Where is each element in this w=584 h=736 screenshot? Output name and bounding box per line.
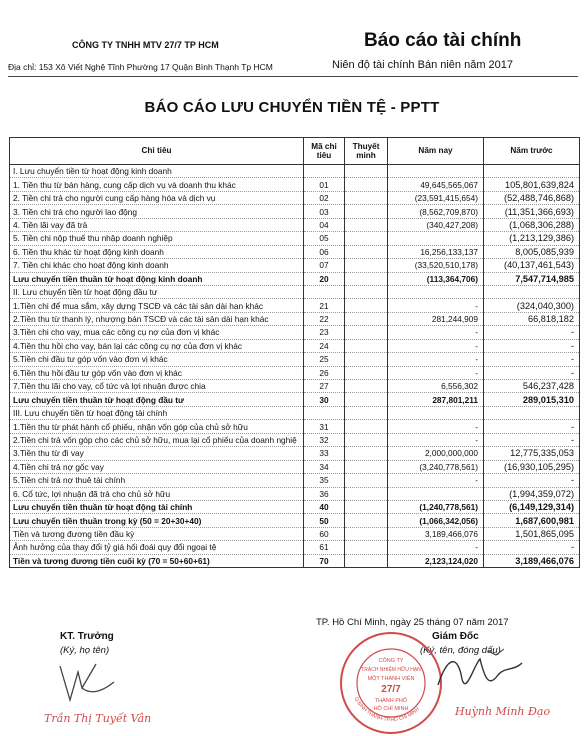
col-header-current-year: Năm nay (388, 138, 484, 165)
row-code: 27 (304, 380, 345, 393)
row-note (345, 191, 388, 204)
row-code: 50 (304, 514, 345, 527)
row-code: 02 (304, 191, 345, 204)
row-note (345, 165, 388, 178)
row-current-year: - (388, 366, 484, 379)
row-current-year: - (388, 299, 484, 312)
row-previous-year: 7,547,714,985 (484, 272, 580, 285)
row-previous-year: 3,189,466,076 (484, 554, 580, 567)
table-row (10, 514, 580, 527)
row-previous-year: - (484, 474, 580, 487)
table-row (10, 218, 580, 231)
fiscal-period: Niên độ tài chính Bán niên năm 2017 (332, 59, 514, 71)
row-label: 5. Tiền chi nộp thuế thu nhập doanh nghiệp (10, 232, 304, 245)
chief-accountant-signature (52, 660, 122, 704)
row-code: 33 (304, 447, 345, 460)
row-label: 1. Tiền thu từ bán hàng, cung cấp dịch vụ và doanh thu khác (10, 178, 304, 191)
row-previous-year: 8,005,085,939 (484, 245, 580, 258)
row-code: 01 (304, 178, 345, 191)
row-current-year (388, 232, 484, 245)
company-address: Địa chỉ: 153 Xô Viết Nghệ Tĩnh Phường 17 Quận Bình Thạnh Tp HCM (8, 62, 273, 72)
row-code: 06 (304, 245, 345, 258)
col-header-item: Chỉ tiêu (10, 138, 304, 165)
row-note (345, 527, 388, 540)
row-current-year: - (388, 541, 484, 554)
row-note (345, 272, 388, 285)
row-note (345, 326, 388, 339)
row-code (304, 406, 345, 419)
row-label: 2. Tiền chi trả cho người cung cấp hàng hóa và dịch vụ (10, 191, 304, 204)
row-code: 61 (304, 541, 345, 554)
row-label: Tiền và tương đương tiền cuối kỳ (70 = 50+60+61) (10, 554, 304, 567)
row-note (345, 514, 388, 527)
row-current-year: - (388, 420, 484, 433)
row-previous-year: (40,137,461,543) (484, 259, 580, 272)
row-previous-year: (1,213,129,386) (484, 232, 580, 245)
row-note (345, 420, 388, 433)
table-row (10, 487, 580, 500)
row-previous-year: (1,994,359,072) (484, 487, 580, 500)
page-title: BÁO CÁO LƯU CHUYỂN TIỀN TỆ - PPTT (144, 99, 440, 116)
row-code: 35 (304, 474, 345, 487)
row-label: 2.Tiền chi trả vốn góp cho các chủ sở hữu, mua lại cổ phiếu của doanh nghiệ (10, 433, 304, 446)
table-row (10, 272, 580, 285)
row-note (345, 393, 388, 406)
row-current-year: 49,645,565,067 (388, 178, 484, 191)
chief-accountant-title: KT. Trưởng (60, 631, 114, 642)
table-row (10, 433, 580, 446)
table-row (10, 366, 580, 379)
table-row (10, 541, 580, 554)
director-signature (418, 645, 528, 705)
row-label: 5.Tiền chi trả nợ thuê tài chính (10, 474, 304, 487)
table-body (10, 165, 580, 568)
row-previous-year: 1,687,600,981 (484, 514, 580, 527)
header-divider (8, 76, 578, 77)
row-label: Lưu chuyển tiền thuần trong kỳ (50 = 20+30+40) (10, 514, 304, 527)
row-note (345, 218, 388, 231)
row-note (345, 245, 388, 258)
row-current-year: (8,562,709,870) (388, 205, 484, 218)
row-previous-year: - (484, 541, 580, 554)
row-label: 4.Tiền thu hồi cho vay, bán lại các công cụ nợ của đơn vị khác (10, 339, 304, 352)
row-previous-year: (11,351,366,693) (484, 205, 580, 218)
row-code: 07 (304, 259, 345, 272)
svg-text:Q.BÌNH THẠNH-TP.HỒ CHÍ MINH: Q.BÌNH THẠNH-TP.HỒ CHÍ MINH (352, 696, 421, 724)
row-label: 6. Cổ tức, lợi nhuận đã trả cho chủ sở hữu (10, 487, 304, 500)
director-name: Huỳnh Minh Đạo (455, 705, 551, 718)
row-previous-year (484, 285, 580, 298)
row-current-year: - (388, 353, 484, 366)
col-header-previous-year: Năm trước (484, 138, 580, 165)
table-row (10, 232, 580, 245)
row-previous-year: 105,801,639,824 (484, 178, 580, 191)
row-code: 60 (304, 527, 345, 540)
row-previous-year: 12,775,335,053 (484, 447, 580, 460)
row-current-year: (340,427,208) (388, 218, 484, 231)
row-current-year: (1,240,778,561) (388, 500, 484, 513)
row-code: 03 (304, 205, 345, 218)
row-current-year: - (388, 433, 484, 446)
cash-flow-table (9, 137, 580, 568)
table-row (10, 500, 580, 513)
row-code: 05 (304, 232, 345, 245)
row-current-year: (33,520,510,178) (388, 259, 484, 272)
table-header-row (10, 138, 580, 165)
svg-text:MỘT THÀNH VIÊN: MỘT THÀNH VIÊN (367, 676, 415, 682)
row-code: 24 (304, 339, 345, 352)
row-previous-year (484, 406, 580, 419)
row-code: 36 (304, 487, 345, 500)
company-name: CÔNG TY TNHH MTV 27/7 TP HCM (72, 40, 219, 50)
row-note (345, 312, 388, 325)
table-row (10, 460, 580, 473)
row-current-year: 2,000,000,000 (388, 447, 484, 460)
row-note (345, 406, 388, 419)
row-label: 5.Tiền chi đầu tư góp vốn vào đơn vị khác (10, 353, 304, 366)
table-row (10, 527, 580, 540)
row-label: 4.Tiền chi trả nợ gốc vay (10, 460, 304, 473)
row-current-year (388, 487, 484, 500)
row-previous-year: 546,237,428 (484, 380, 580, 393)
row-current-year: - (388, 339, 484, 352)
row-note (345, 500, 388, 513)
col-header-code: Mã chỉ tiêu (304, 138, 345, 165)
signature-date: TP. Hồ Chí Minh, ngày 25 tháng 07 năm 2017 (316, 617, 509, 628)
row-label: Tiền và tương đương tiền đầu kỳ (10, 527, 304, 540)
svg-text:THÀNH PHỐ: THÀNH PHỐ (374, 698, 408, 704)
row-previous-year: 66,818,182 (484, 312, 580, 325)
row-code (304, 165, 345, 178)
row-label: Lưu chuyển tiền thuần từ hoạt động kinh doanh (10, 272, 304, 285)
row-note (345, 487, 388, 500)
row-note (345, 259, 388, 272)
svg-text:HỒ CHÍ MINH: HỒ CHÍ MINH (373, 706, 409, 712)
row-current-year: - (388, 474, 484, 487)
row-label: 3. Tiền chi trả cho người lao động (10, 205, 304, 218)
row-note (345, 299, 388, 312)
row-note (345, 353, 388, 366)
table-row (10, 554, 580, 567)
row-code: 25 (304, 353, 345, 366)
table-row (10, 339, 580, 352)
row-current-year: (113,364,706) (388, 272, 484, 285)
row-label: 7. Tiền chi khác cho hoạt động kinh doanh (10, 259, 304, 272)
table-row (10, 474, 580, 487)
row-label: 3.Tiền chi cho vay, mua các công cụ nợ của đơn vị khác (10, 326, 304, 339)
row-note (345, 447, 388, 460)
row-label: 6. Tiền thu khác từ hoạt động kinh doanh (10, 245, 304, 258)
row-previous-year: (324,040,300) (484, 299, 580, 312)
row-label: I. Lưu chuyển tiền từ hoạt động kinh doanh (10, 165, 304, 178)
table-row (10, 393, 580, 406)
row-current-year: 281,244,909 (388, 312, 484, 325)
row-code: 21 (304, 299, 345, 312)
table-row (10, 165, 580, 178)
row-label: II. Lưu chuyển tiền từ hoạt động đầu tư (10, 285, 304, 298)
row-note (345, 366, 388, 379)
table-row (10, 406, 580, 419)
row-previous-year: (1,068,306,288) (484, 218, 580, 231)
row-current-year: 16,256,133,137 (388, 245, 484, 258)
row-current-year: (1,066,342,056) (388, 514, 484, 527)
table-row (10, 285, 580, 298)
row-current-year: 287,801,211 (388, 393, 484, 406)
table-row (10, 205, 580, 218)
row-note (345, 205, 388, 218)
table-row (10, 312, 580, 325)
table-row (10, 299, 580, 312)
table-row (10, 259, 580, 272)
row-current-year (388, 406, 484, 419)
row-previous-year (484, 165, 580, 178)
row-label: 6.Tiền thu hồi đầu tư góp vốn vào đơn vị khác (10, 366, 304, 379)
row-note (345, 178, 388, 191)
row-label: III. Lưu chuyển tiền từ hoạt động tài chính (10, 406, 304, 419)
row-code: 04 (304, 218, 345, 231)
row-current-year: 2,123,124,020 (388, 554, 484, 567)
report-name: Báo cáo tài chính (364, 30, 522, 51)
row-label: Lưu chuyển tiền thuần từ hoạt động tài chính (10, 500, 304, 513)
row-label: 4. Tiền lãi vay đã trả (10, 218, 304, 231)
row-label: Lưu chuyển tiền thuần từ hoạt động đầu tư (10, 393, 304, 406)
row-code: 26 (304, 366, 345, 379)
table-row (10, 191, 580, 204)
row-note (345, 232, 388, 245)
row-code: 23 (304, 326, 345, 339)
table-row (10, 326, 580, 339)
row-current-year: (3,240,778,561) (388, 460, 484, 473)
row-previous-year: (16,930,105,295) (484, 460, 580, 473)
table-row (10, 178, 580, 191)
row-note (345, 554, 388, 567)
table-row (10, 380, 580, 393)
row-current-year: (23,591,415,654) (388, 191, 484, 204)
row-previous-year: - (484, 433, 580, 446)
row-code: 30 (304, 393, 345, 406)
table-row (10, 447, 580, 460)
row-code: 20 (304, 272, 345, 285)
svg-text:27/7: 27/7 (381, 684, 401, 695)
row-code: 31 (304, 420, 345, 433)
table-row (10, 420, 580, 433)
row-code: 34 (304, 460, 345, 473)
row-note (345, 380, 388, 393)
row-note (345, 541, 388, 554)
row-code (304, 285, 345, 298)
row-code: 40 (304, 500, 345, 513)
col-header-note: Thuyết minh (345, 138, 388, 165)
row-label: Ảnh hưởng của thay đổi tỷ giá hối đoái quy đổi ngoại tệ (10, 541, 304, 554)
row-previous-year: (6,149,129,314) (484, 500, 580, 513)
row-note (345, 460, 388, 473)
row-current-year: 6,556,302 (388, 380, 484, 393)
row-previous-year: - (484, 366, 580, 379)
row-current-year: - (388, 326, 484, 339)
table-row (10, 245, 580, 258)
chief-accountant-note: (Ký, họ tên) (60, 645, 110, 656)
table-row (10, 353, 580, 366)
row-previous-year: - (484, 326, 580, 339)
svg-text:TRÁCH NHIỆM HỮU HẠN: TRÁCH NHIỆM HỮU HẠN (361, 667, 421, 673)
row-previous-year: 1,501,865,095 (484, 527, 580, 540)
row-label: 1.Tiền chi để mua sắm, xây dựng TSCĐ và các tài sản dài hạn khác (10, 299, 304, 312)
row-note (345, 474, 388, 487)
chief-accountant-name: Trần Thị Tuyết Vân (44, 712, 152, 725)
row-note (345, 339, 388, 352)
director-note: (Ký, tên, đóng dấu) (420, 645, 501, 656)
row-code: 70 (304, 554, 345, 567)
director-title: Giám Đốc (432, 631, 479, 642)
row-previous-year: 289,015,310 (484, 393, 580, 406)
row-code: 32 (304, 433, 345, 446)
row-current-year (388, 165, 484, 178)
row-code: 22 (304, 312, 345, 325)
row-note (345, 433, 388, 446)
row-previous-year: (52,488,746,868) (484, 191, 580, 204)
row-current-year: 3,189,466,076 (388, 527, 484, 540)
row-previous-year: - (484, 353, 580, 366)
row-label: 2.Tiền thu từ thanh lý, nhượng bán TSCĐ và các tài sản dài hạn khác (10, 312, 304, 325)
row-current-year (388, 285, 484, 298)
row-label: 7.Tiền thu lãi cho vay, cổ tức và lợi nhuận được chia (10, 380, 304, 393)
row-previous-year: - (484, 420, 580, 433)
row-note (345, 285, 388, 298)
row-label: 1.Tiền thu từ phát hành cổ phiếu, nhận vốn góp của chủ sở hữu (10, 420, 304, 433)
row-label: 3.Tiền thu từ đi vay (10, 447, 304, 460)
row-previous-year: - (484, 339, 580, 352)
svg-text:CÔNG TY: CÔNG TY (378, 658, 404, 664)
